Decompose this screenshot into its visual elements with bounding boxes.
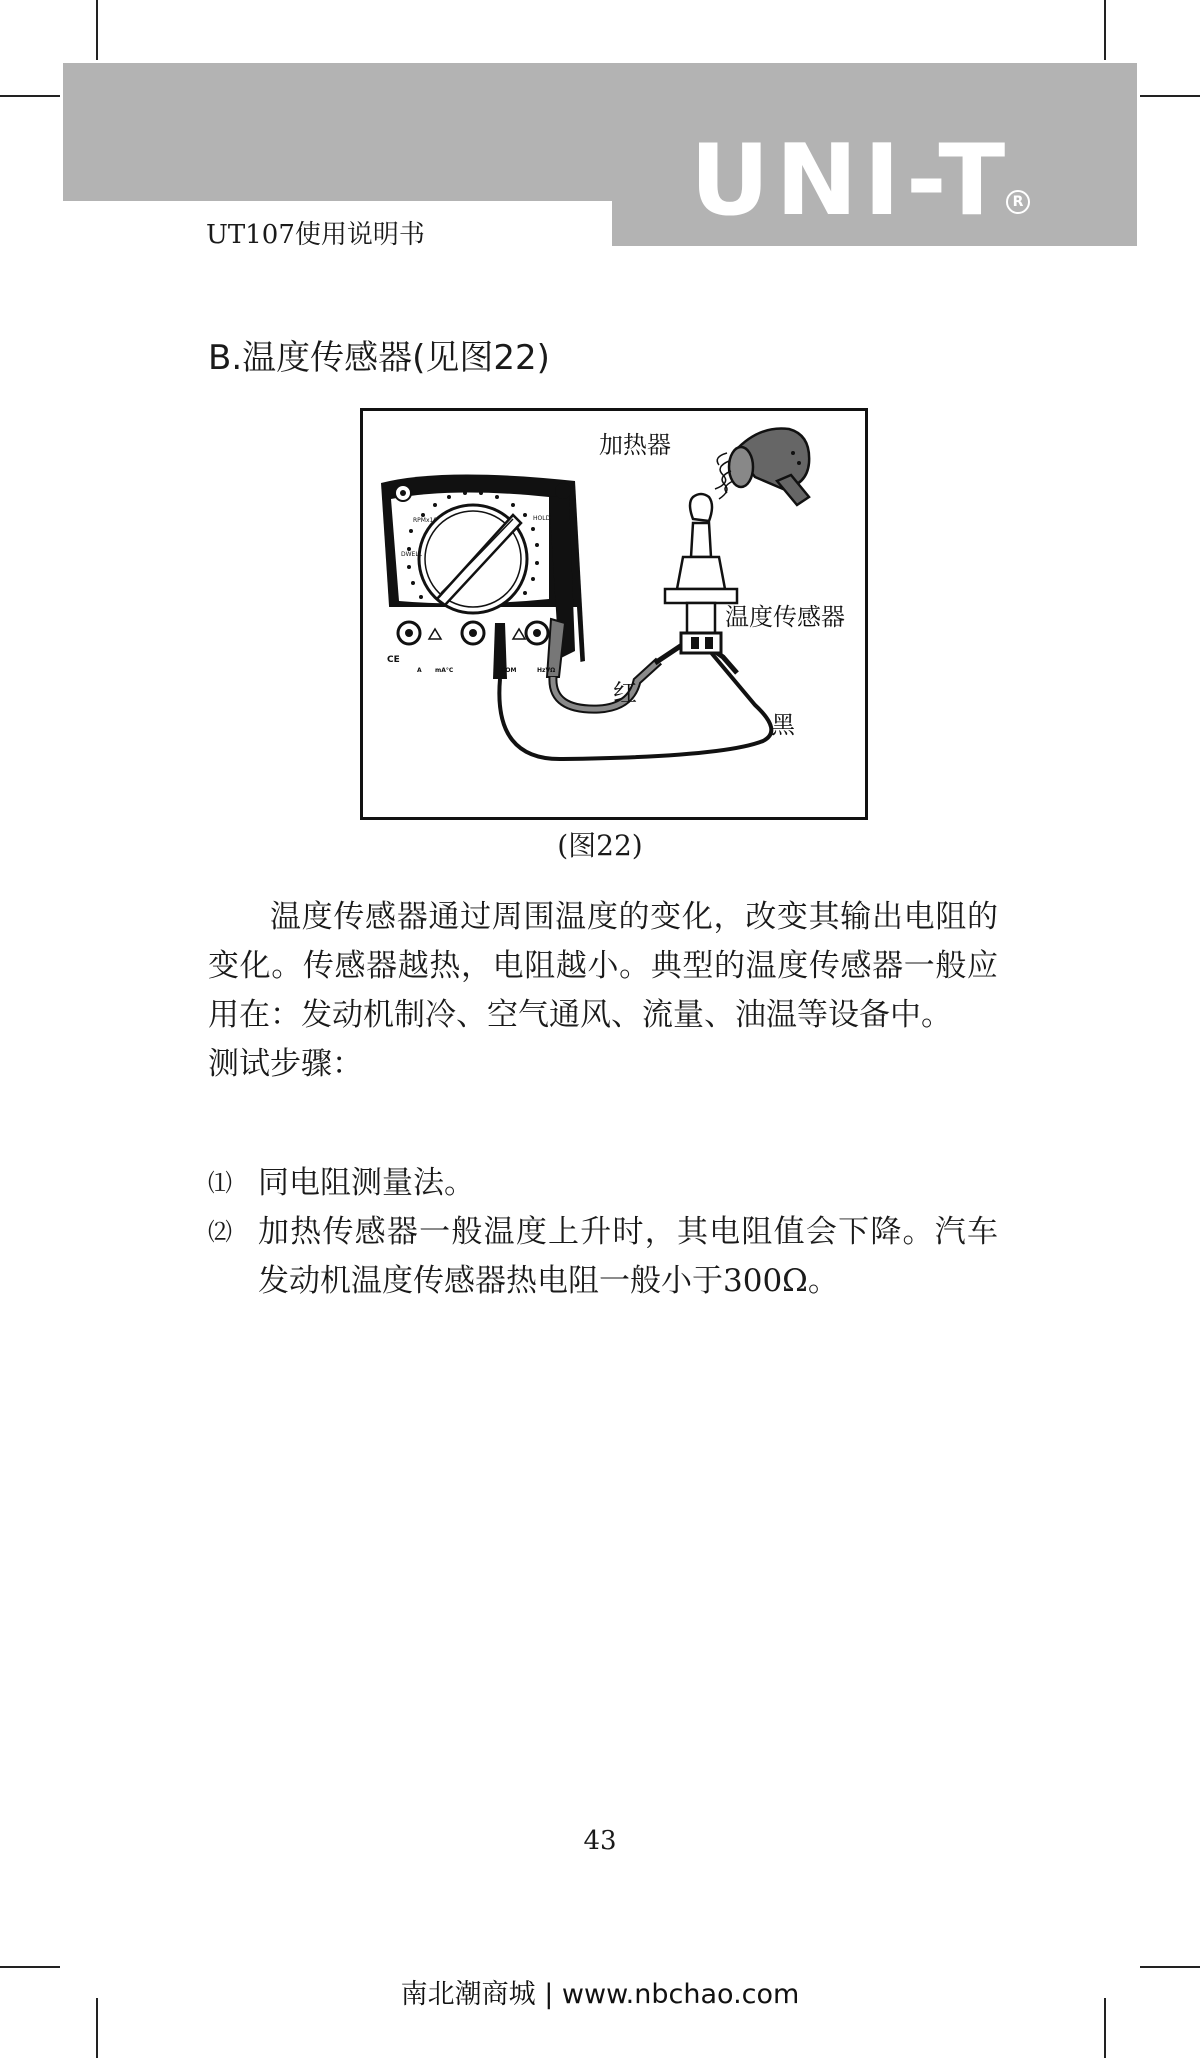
list-number: ⑵ (208, 1218, 232, 1246)
paragraph-text: 温度传感器通过周围温度的变化，改变其输出电阻的变化。传感器越热，电阻越小。典型的温度传感器一般应用在：发动机制冷、空气通风、流量、油温等设备中。 (208, 899, 998, 1033)
jack-com-label: COM (501, 667, 517, 674)
jack-hzv-label: HzVΩ (537, 667, 556, 674)
crop-mark (0, 1966, 60, 1968)
intro-paragraph (208, 893, 998, 1089)
brand-logo: UNI-T (690, 124, 1012, 238)
ce-mark: CE (387, 655, 400, 665)
crop-mark (1104, 0, 1106, 60)
crop-mark (1140, 1966, 1200, 1968)
figure-22 (360, 408, 868, 820)
jack-a-label: A (417, 667, 422, 674)
figure-caption: (图22) (557, 829, 643, 862)
running-head: UT107使用说明书 (206, 220, 425, 250)
black-lead-label: 黑 (771, 711, 795, 739)
footer-watermark: 南北潮商城 | www.nbchao.com (400, 1979, 800, 2010)
dwell-label: DWELL (401, 551, 423, 558)
sensor-label: 温度传感器 (725, 603, 845, 631)
rpm-label: RPMx10 (413, 517, 438, 524)
crop-mark (96, 0, 98, 60)
page-number: 43 (583, 1826, 617, 1856)
red-lead-label: 红 (613, 679, 637, 707)
steps-heading: 测试步骤： (208, 1046, 363, 1082)
registered-mark-icon: R (1006, 190, 1030, 214)
crop-mark (0, 95, 60, 97)
heater-icon (715, 428, 809, 505)
list-text: 同电阻测量法。 (258, 1165, 475, 1201)
jack-ma-label: mA°C (435, 667, 454, 674)
list-text: 加热传感器一般温度上升时，其电阻值会下降。汽车发动机温度传感器热电阻一般小于300Ω。 (258, 1214, 998, 1299)
heater-label: 加热器 (599, 431, 671, 459)
hold-label: HOLD (533, 515, 551, 522)
list-number: ⑴ (208, 1169, 232, 1197)
section-title: B.温度传感器(见图22) (208, 338, 550, 378)
crop-mark (1140, 95, 1200, 97)
